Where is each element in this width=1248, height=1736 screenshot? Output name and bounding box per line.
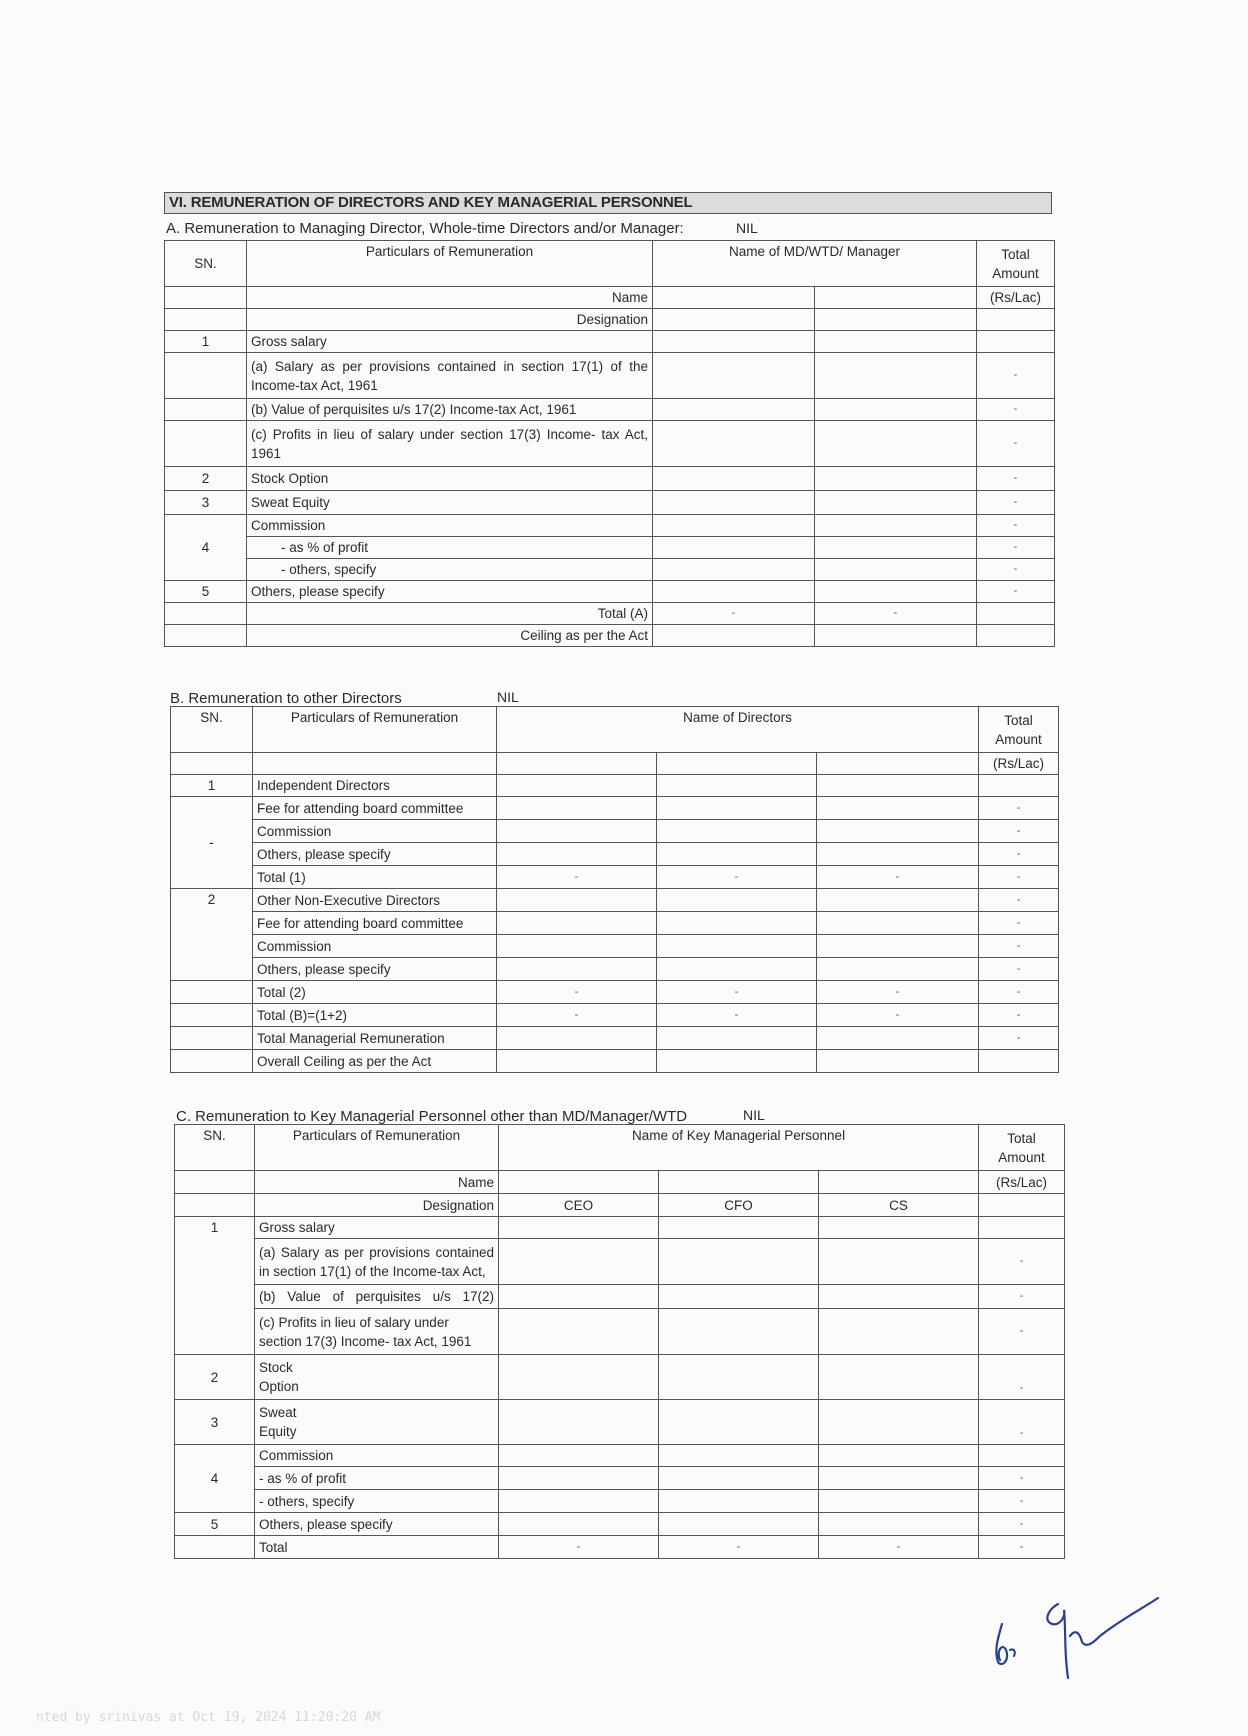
sn-2: 2 [165, 467, 247, 491]
value-cell [499, 1445, 659, 1467]
others-specify-label: - others, specify [247, 559, 653, 581]
value-cell [657, 935, 817, 958]
empty-cell [171, 981, 253, 1004]
value-cell [497, 958, 657, 981]
value-cell [819, 1445, 979, 1467]
total-value: - [977, 537, 1055, 559]
empty-cell [165, 603, 247, 625]
total-value: - [979, 958, 1059, 981]
equity-word: Equity [259, 1424, 297, 1439]
section-title: VI. REMUNERATION OF DIRECTORS AND KEY MANAGERIAL PERSONNEL [164, 192, 1052, 214]
value-cell [497, 1027, 657, 1050]
md-designation-cell [815, 309, 977, 331]
independent-directors-label: Independent Directors [253, 775, 497, 797]
perq-b-label: (b) Value of perquisites u/s 17(2) Income-tax Act, 1961 [247, 399, 653, 421]
sn-dash: - [171, 797, 253, 889]
value-cell [815, 559, 977, 581]
salary-a-label: (a) Salary as per provisions contained in section 17(1) of the Income-tax Act, 1961 [247, 353, 653, 399]
sn-4: 4 [165, 515, 247, 581]
total2-value: - [657, 981, 817, 1004]
value-cell [817, 1050, 979, 1073]
value-cell [499, 1513, 659, 1536]
amount-label: Amount [992, 265, 1039, 281]
value-cell [653, 559, 815, 581]
empty-cell [165, 309, 247, 331]
empty-cell [165, 287, 247, 309]
total-amount-header [977, 241, 1055, 287]
value-cell [657, 775, 817, 797]
empty-cell [977, 603, 1055, 625]
total-amount-header [979, 1125, 1065, 1171]
fee-label: Fee for attending board committee [253, 797, 497, 820]
total2-value: - [817, 981, 979, 1004]
total-b-value: - [657, 1004, 817, 1027]
others-specify-label: - others, specify [255, 1490, 499, 1513]
part-a-table [164, 240, 1055, 647]
value-cell [653, 581, 815, 603]
value-cell [497, 775, 657, 797]
empty-cell [171, 1050, 253, 1073]
total-value: - [977, 421, 1055, 467]
sweat-word: Sweat [259, 1405, 297, 1420]
total-a-value: - [653, 603, 815, 625]
md-name-cell [653, 287, 815, 309]
total-amount-header [979, 707, 1059, 753]
value-cell [659, 1400, 819, 1445]
value-cell [659, 1309, 819, 1355]
value-cell [819, 1309, 979, 1355]
value-cell [499, 1400, 659, 1445]
kmp-name-cell [659, 1171, 819, 1194]
name-label: Name [247, 287, 653, 309]
value-cell [819, 1400, 979, 1445]
total-value: - [977, 581, 1055, 603]
value-cell [815, 399, 977, 421]
value-cell [659, 1217, 819, 1239]
value-cell [817, 797, 979, 820]
value-cell [817, 775, 979, 797]
total-value: - [977, 353, 1055, 399]
total-label: Total [1007, 1130, 1036, 1146]
total-value: - [979, 1513, 1065, 1536]
value-cell [819, 1490, 979, 1513]
part-b-nil: NIL [497, 689, 519, 705]
part-c-caption: C. Remuneration to Key Managerial Personnel other than MD/Manager/WTD [176, 1108, 688, 1125]
value-cell [657, 1027, 817, 1050]
unit-label: (Rs/Lac) [979, 1171, 1065, 1194]
empty-cell [979, 1194, 1065, 1217]
sn-3: 3 [175, 1400, 255, 1445]
empty-cell [815, 625, 977, 647]
value-cell [979, 775, 1059, 797]
director-name-cell [497, 753, 657, 775]
salary-a-label: (a) Salary as per provisions contained in section 17(1) of the Income-tax Act, [255, 1239, 499, 1285]
value-cell [977, 331, 1055, 353]
empty-cell [175, 1536, 255, 1559]
empty-cell [171, 1004, 253, 1027]
value-cell [499, 1239, 659, 1285]
sweat-equity-label: Sweat Equity [247, 491, 653, 515]
value-cell [653, 515, 815, 537]
empty-cell [977, 625, 1055, 647]
total2-value: - [497, 981, 657, 1004]
total-value: - [979, 935, 1059, 958]
sn-2: 2 [171, 889, 253, 981]
ceo-designation: CEO [499, 1194, 659, 1217]
value-cell [817, 912, 979, 935]
value-cell [815, 421, 977, 467]
sn-5: 5 [175, 1513, 255, 1536]
empty-cell [653, 625, 815, 647]
value-cell [815, 331, 977, 353]
amount-label: Amount [995, 731, 1042, 747]
particulars-header: Particulars of Remuneration [247, 241, 653, 287]
others-please-label: Others, please specify [255, 1513, 499, 1536]
value-cell [657, 797, 817, 820]
value-cell [497, 797, 657, 820]
total-managerial-label: Total Managerial Remuneration [253, 1027, 497, 1050]
total-value: - [979, 981, 1059, 1004]
value-cell [657, 889, 817, 912]
total-value: - [979, 1239, 1065, 1285]
commission-label: Commission [255, 1445, 499, 1467]
name-label: Name [255, 1171, 499, 1194]
total1-value: - [657, 866, 817, 889]
value-cell [819, 1467, 979, 1490]
sn-5: 5 [165, 581, 247, 603]
value-cell [815, 353, 977, 399]
sn-1: 1 [171, 775, 253, 797]
total-value: - [979, 889, 1059, 912]
value-cell [817, 958, 979, 981]
total-value: - [977, 491, 1055, 515]
value-cell [819, 1239, 979, 1285]
total-value: - [979, 820, 1059, 843]
sn-3: 3 [165, 491, 247, 515]
sn-1: 1 [175, 1217, 255, 1355]
value-cell [497, 1050, 657, 1073]
sn-header: SN. [175, 1125, 255, 1171]
total-b-label: Total (B)=(1+2) [253, 1004, 497, 1027]
pct-profit-label: - as % of profit [255, 1467, 499, 1490]
empty-cell [165, 399, 247, 421]
value-cell [979, 1217, 1065, 1239]
value-cell [819, 1285, 979, 1309]
value-cell [653, 399, 815, 421]
particulars-header: Particulars of Remuneration [255, 1125, 499, 1171]
commission-label: Commission [253, 820, 497, 843]
value-cell [497, 889, 657, 912]
total-c-value: - [819, 1536, 979, 1559]
value-cell [815, 467, 977, 491]
part-c-table [174, 1124, 1065, 1559]
value-cell [817, 843, 979, 866]
profit-c-label: (c) Profits in lieu of salary under section 17(3) Income- tax Act, 1961 [255, 1309, 499, 1355]
total-label: Total [1004, 712, 1033, 728]
md-name-cell [815, 287, 977, 309]
value-cell [497, 912, 657, 935]
value-cell [653, 491, 815, 515]
value-cell [657, 820, 817, 843]
others-label: Others, please specify [253, 843, 497, 866]
kmp-name-cell [819, 1171, 979, 1194]
print-stamp: nted by srinivas at Oct 19, 2024 11:20:20 AM [36, 1710, 381, 1725]
gross-salary-label: Gross salary [255, 1217, 499, 1239]
value-cell [817, 889, 979, 912]
sn-2: 2 [175, 1355, 255, 1400]
sweat-equity-label [255, 1400, 499, 1445]
gross-salary-label: Gross salary [247, 331, 653, 353]
particulars-header: Particulars of Remuneration [253, 707, 497, 753]
value-cell [819, 1355, 979, 1400]
value-cell [659, 1513, 819, 1536]
total-c-value: - [659, 1536, 819, 1559]
part-a-nil: NIL [736, 220, 758, 236]
value-cell [817, 820, 979, 843]
total-value: - [979, 1400, 1065, 1445]
cs-designation: CS [819, 1194, 979, 1217]
value-cell [979, 1050, 1059, 1073]
other-ne-directors-label: Other Non-Executive Directors [253, 889, 497, 912]
total-label: Total [255, 1536, 499, 1559]
total-value: - [979, 912, 1059, 935]
part-b-table [170, 706, 1059, 1073]
value-cell [659, 1355, 819, 1400]
value-cell [499, 1490, 659, 1513]
stock-word: Stock [259, 1360, 293, 1375]
signature [980, 1590, 1170, 1680]
value-cell [497, 935, 657, 958]
total-value: - [977, 515, 1055, 537]
value-cell [499, 1467, 659, 1490]
total-b-value: - [817, 1004, 979, 1027]
empty-cell [175, 1194, 255, 1217]
total1-value: - [817, 866, 979, 889]
empty-cell [171, 753, 253, 775]
value-cell [499, 1285, 659, 1309]
total-value: - [979, 1355, 1065, 1400]
sn-header: SN. [171, 707, 253, 753]
overall-ceiling-label: Overall Ceiling as per the Act [253, 1050, 497, 1073]
value-cell [815, 581, 977, 603]
value-cell [659, 1490, 819, 1513]
total-value: - [979, 1536, 1065, 1559]
sn-4: 4 [175, 1445, 255, 1513]
value-cell [657, 843, 817, 866]
value-cell [653, 537, 815, 559]
amount-label: Amount [998, 1149, 1045, 1165]
total-value: - [979, 1467, 1065, 1490]
value-cell [979, 1445, 1065, 1467]
value-cell [497, 843, 657, 866]
option-word: Option [259, 1379, 299, 1394]
others-please-label: Others, please specify [247, 581, 653, 603]
total-value: - [979, 1490, 1065, 1513]
total-value: - [979, 1004, 1059, 1027]
total-value: - [979, 1285, 1065, 1309]
value-cell [659, 1445, 819, 1467]
part-b-caption: B. Remuneration to other Directors [170, 690, 402, 707]
cfo-designation: CFO [659, 1194, 819, 1217]
designation-label: Designation [255, 1194, 499, 1217]
total-value: - [979, 797, 1059, 820]
part-a-caption: A. Remuneration to Managing Director, Whole-time Directors and/or Manager: [166, 220, 684, 237]
value-cell [817, 935, 979, 958]
value-cell [497, 820, 657, 843]
kmp-name-header: Name of Key Managerial Personnel [499, 1125, 979, 1171]
value-cell [657, 1050, 817, 1073]
value-cell [499, 1217, 659, 1239]
designation-label: Designation [247, 309, 653, 331]
total-value: - [977, 467, 1055, 491]
total1-value: - [497, 866, 657, 889]
stock-option-label [255, 1355, 499, 1400]
total1-label: Total (1) [253, 866, 497, 889]
others-label: Others, please specify [253, 958, 497, 981]
value-cell [815, 515, 977, 537]
total-value: - [979, 866, 1059, 889]
value-cell [653, 467, 815, 491]
total-value: - [979, 843, 1059, 866]
pct-profit-label: - as % of profit [247, 537, 653, 559]
value-cell [817, 1027, 979, 1050]
total-value: - [977, 399, 1055, 421]
part-c-nil: NIL [743, 1107, 765, 1123]
value-cell [815, 537, 977, 559]
md-designation-cell [653, 309, 815, 331]
empty-cell [165, 625, 247, 647]
empty-cell [977, 309, 1055, 331]
total-b-value: - [497, 1004, 657, 1027]
value-cell [659, 1467, 819, 1490]
total-value: - [979, 1309, 1065, 1355]
total-value: - [977, 559, 1055, 581]
empty-cell [165, 421, 247, 467]
unit-label: (Rs/Lac) [979, 753, 1059, 775]
total-value: - [979, 1027, 1059, 1050]
directors-name-header: Name of Directors [497, 707, 979, 753]
md-name-header: Name of MD/WTD/ Manager [653, 241, 977, 287]
value-cell [653, 421, 815, 467]
sn-header: SN. [165, 241, 247, 287]
total-c-value: - [499, 1536, 659, 1559]
value-cell [657, 912, 817, 935]
empty-cell [175, 1171, 255, 1194]
stock-option-label: Stock Option [247, 467, 653, 491]
value-cell [659, 1239, 819, 1285]
value-cell [659, 1285, 819, 1309]
value-cell [653, 353, 815, 399]
unit-label: (Rs/Lac) [977, 287, 1055, 309]
fee-label: Fee for attending board committee [253, 912, 497, 935]
total2-label: Total (2) [253, 981, 497, 1004]
director-name-cell [817, 753, 979, 775]
commission-label: Commission [253, 935, 497, 958]
sn-1: 1 [165, 331, 247, 353]
empty-cell [165, 353, 247, 399]
value-cell [815, 491, 977, 515]
total-a-value: - [815, 603, 977, 625]
commission-label: Commission [247, 515, 653, 537]
value-cell [819, 1513, 979, 1536]
kmp-name-cell [499, 1171, 659, 1194]
perq-b-label: (b) Value of perquisites u/s 17(2) [255, 1285, 499, 1309]
value-cell [657, 958, 817, 981]
ceiling-label: Ceiling as per the Act [247, 625, 653, 647]
profit-c-label: (c) Profits in lieu of salary under section 17(3) Income- tax Act, 1961 [247, 421, 653, 467]
empty-cell [171, 1027, 253, 1050]
value-cell [653, 331, 815, 353]
value-cell [499, 1309, 659, 1355]
total-label: Total [1001, 246, 1030, 262]
total-a-label: Total (A) [247, 603, 653, 625]
director-name-cell [657, 753, 817, 775]
value-cell [499, 1355, 659, 1400]
value-cell [819, 1217, 979, 1239]
empty-cell [253, 753, 497, 775]
